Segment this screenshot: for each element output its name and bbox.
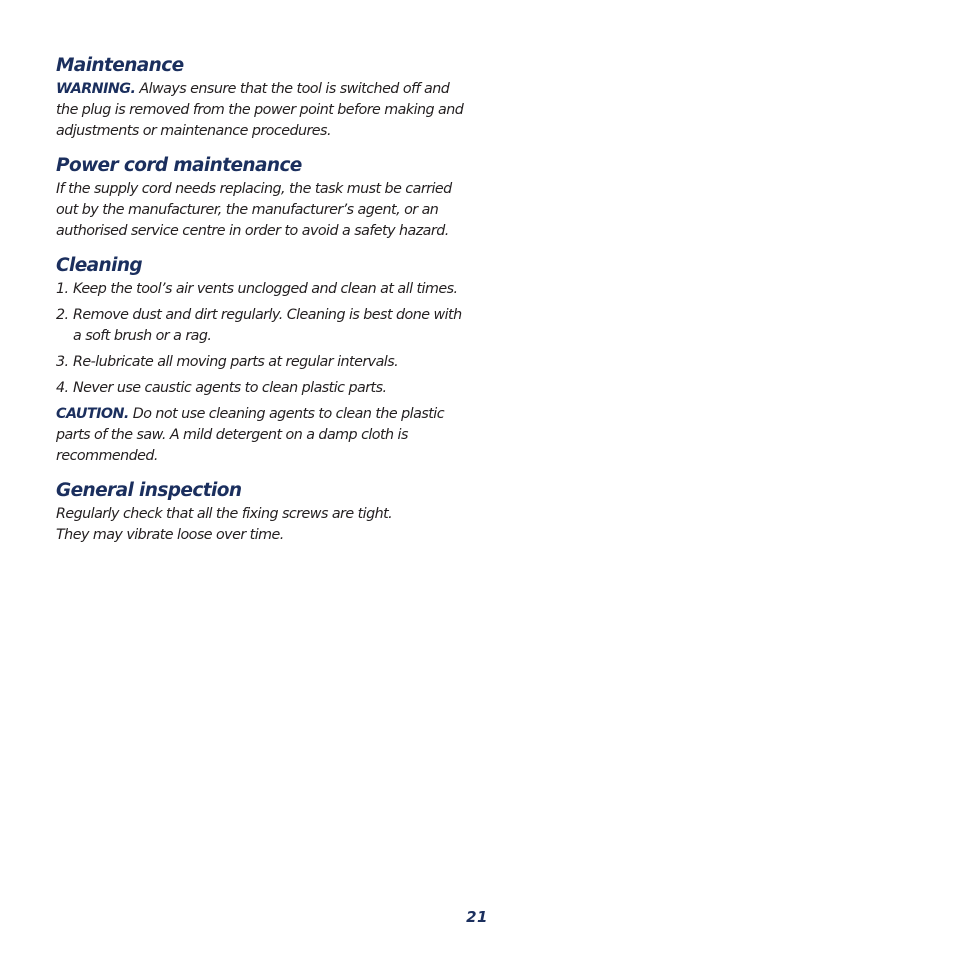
list-item-text: Keep the tool’s air vents unclogged and clean at all times. (73, 281, 458, 297)
list-item-text: Re-lubricate all moving parts at regular intervals. (73, 354, 399, 370)
general-inspection-line-2: They may vibrate loose over time. (56, 527, 284, 543)
maintenance-heading: Maintenance (56, 55, 184, 76)
general-inspection-section (56, 478, 471, 546)
list-item-text: Never use caustic agents to clean plastic parts. (73, 380, 387, 396)
list-item-number: 4. (56, 380, 69, 396)
list-item-number: 1. (56, 281, 69, 297)
list-item (56, 378, 471, 399)
caution-text: Do not use cleaning agents to clean the plastic parts of the saw. A mild detergent on a damp cloth is recommended. (56, 406, 445, 464)
cleaning-caution (56, 404, 471, 467)
cleaning-list (56, 279, 471, 399)
general-inspection-heading: General inspection (56, 480, 242, 501)
maintenance-warning (56, 79, 471, 142)
power-cord-text: If the supply cord needs replacing, the task must be carried out by the manufacturer, the manufacturer’s agent, or an authorised service centre in order to avoid a safety hazard. (56, 181, 452, 239)
caution-label: CAUTION. (56, 406, 129, 422)
cleaning-heading: Cleaning (56, 255, 143, 276)
warning-label: WARNING. (56, 81, 136, 97)
general-inspection-line-1: Regularly check that all the fixing screws are tight. (56, 506, 393, 522)
page-number: 21 (466, 908, 488, 926)
list-item-number: 3. (56, 354, 69, 370)
general-inspection-text (56, 504, 471, 546)
list-item (56, 352, 471, 373)
content-column (56, 53, 471, 546)
warning-text: Always ensure that the tool is switched off and the plug is removed from the power point before making and adjustments or maintenance procedures. (56, 81, 464, 139)
cleaning-section (56, 253, 471, 467)
list-item (56, 305, 471, 347)
list-item (56, 279, 471, 300)
power-cord-heading: Power cord maintenance (56, 155, 302, 176)
list-item-text: Remove dust and dirt regularly. Cleaning is best done with a soft brush or a rag. (73, 307, 462, 344)
list-item-number: 2. (56, 307, 69, 323)
power-cord-section (56, 153, 471, 242)
maintenance-section (56, 53, 471, 142)
